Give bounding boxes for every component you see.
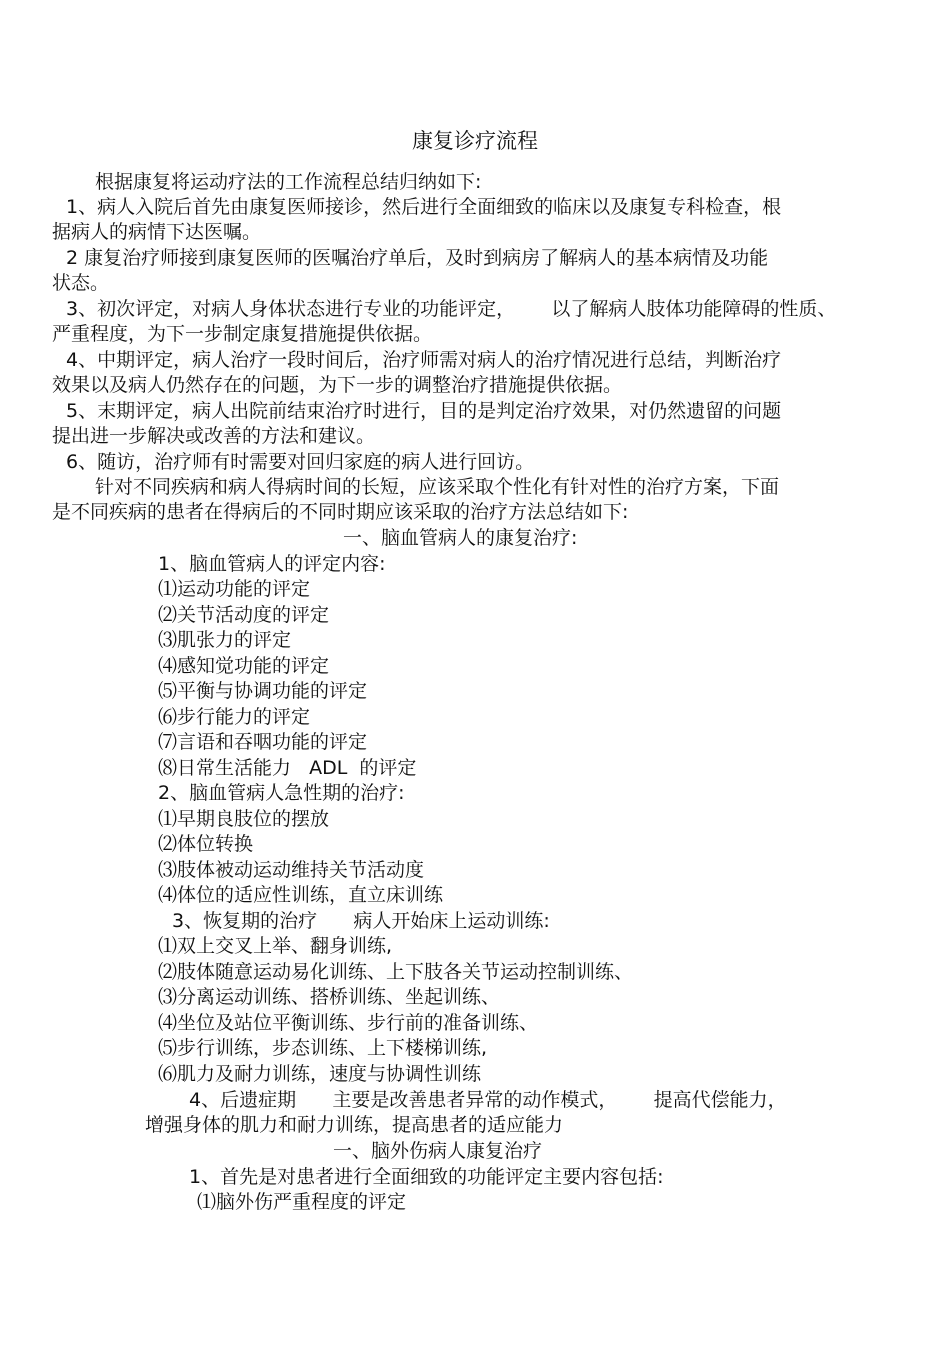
recovery-item-4: ⑷坐位及站位平衡训练、步行前的准备训练、 (158, 1012, 539, 1034)
eval-item-6: ⑹步行能力的评定 (158, 706, 311, 728)
step-5-line-2: 提出进一步解决或改善的方法和建议。 (52, 425, 376, 447)
eval-item-8: ⑻日常生活能力 ADL 的评定 (158, 757, 417, 779)
section-1-sub-4-line-1: 4、后遗症期 主要是改善患者异常的动作模式， 提高代偿能力， (189, 1089, 787, 1111)
eval-item-4: ⑷感知觉功能的评定 (158, 655, 330, 677)
step-3-line-1: 3、初次评定，对病人身体状态进行专业的功能评定， 以了解病人肢体功能障碍的性质、 (66, 298, 837, 320)
section-1-sub-4-line-2: 增强身体的肌力和耐力训练，提高患者的适应能力 (145, 1114, 564, 1136)
eval-item-5: ⑸平衡与协调功能的评定 (158, 680, 368, 702)
section-1-sub-2: 2、脑血管病人急性期的治疗: (158, 782, 405, 804)
eval-item-3: ⑶肌张力的评定 (158, 629, 292, 651)
step-3-line-2: 严重程度，为下一步制定康复措施提供依据。 (52, 323, 433, 345)
section-2-item-1: ⑴脑外伤严重程度的评定 (197, 1191, 407, 1213)
paragraph-2-line-2: 是不同疾病的患者在得病后的不同时期应该采取的治疗方法总结如下: (52, 501, 629, 523)
step-6-line-1: 6、随访，治疗师有时需要对回归家庭的病人进行回访。 (66, 451, 535, 473)
recovery-item-3: ⑶分离运动训练、搭桥训练、坐起训练、 (158, 986, 501, 1008)
step-2-line-1: 2 康复治疗师接到康复医师的医嘱治疗单后，及时到病房了解病人的基本病情及功能 (66, 247, 769, 269)
paragraph-2-line-1: 针对不同疾病和病人得病时间的长短，应该采取个性化有针对性的治疗方案，下面 (95, 476, 780, 498)
acute-item-1: ⑴早期良肢位的摆放 (158, 808, 330, 830)
section-2-sub-1: 1、首先是对患者进行全面细致的功能评定主要内容包括: (189, 1166, 664, 1188)
step-4-line-1: 4、中期评定，病人治疗一段时间后，治疗师需对病人的治疗情况进行总结，判断治疗 (66, 349, 782, 371)
acute-item-2: ⑵体位转换 (158, 833, 254, 855)
recovery-item-5: ⑸步行训练，步态训练、上下楼梯训练, (158, 1037, 488, 1059)
page-title: 康复诊疗流程 (412, 129, 538, 153)
acute-item-4: ⑷体位的适应性训练，直立床训练 (158, 884, 444, 906)
step-1-line-2: 据病人的病情下达医嘱。 (52, 221, 262, 243)
eval-item-2: ⑵关节活动度的评定 (158, 604, 330, 626)
eval-item-7: ⑺言语和吞咽功能的评定 (158, 731, 368, 753)
section-2-heading: 一、脑外伤病人康复治疗 (333, 1140, 543, 1162)
recovery-item-6: ⑹肌力及耐力训练，速度与协调性训练 (158, 1063, 482, 1085)
step-2-line-2: 状态。 (52, 272, 110, 294)
section-1-sub-3: 3、恢复期的治疗 病人开始床上运动训练: (172, 910, 550, 932)
step-1-line-1: 1、病人入院后首先由康复医师接诊，然后进行全面细致的临床以及康复专科检查，根 (66, 196, 782, 218)
eval-item-1: ⑴运动功能的评定 (158, 578, 311, 600)
section-1-sub-1: 1、脑血管病人的评定内容: (158, 553, 386, 575)
intro-text: 根据康复将运动疗法的工作流程总结归纳如下: (95, 171, 482, 193)
section-1-heading: 一、脑血管病人的康复治疗: (343, 527, 578, 549)
step-4-line-2: 效果以及病人仍然存在的问题，为下一步的调整治疗措施提供依据。 (52, 374, 623, 396)
step-5-line-1: 5、末期评定，病人出院前结束治疗时进行，目的是判定治疗效果，对仍然遗留的问题 (66, 400, 782, 422)
acute-item-3: ⑶肢体被动运动维持关节活动度 (158, 859, 425, 881)
recovery-item-2: ⑵肢体随意运动易化训练、上下肢各关节运动控制训练、 (158, 961, 634, 983)
recovery-item-1: ⑴双上交叉上举、翻身训练, (158, 935, 393, 957)
